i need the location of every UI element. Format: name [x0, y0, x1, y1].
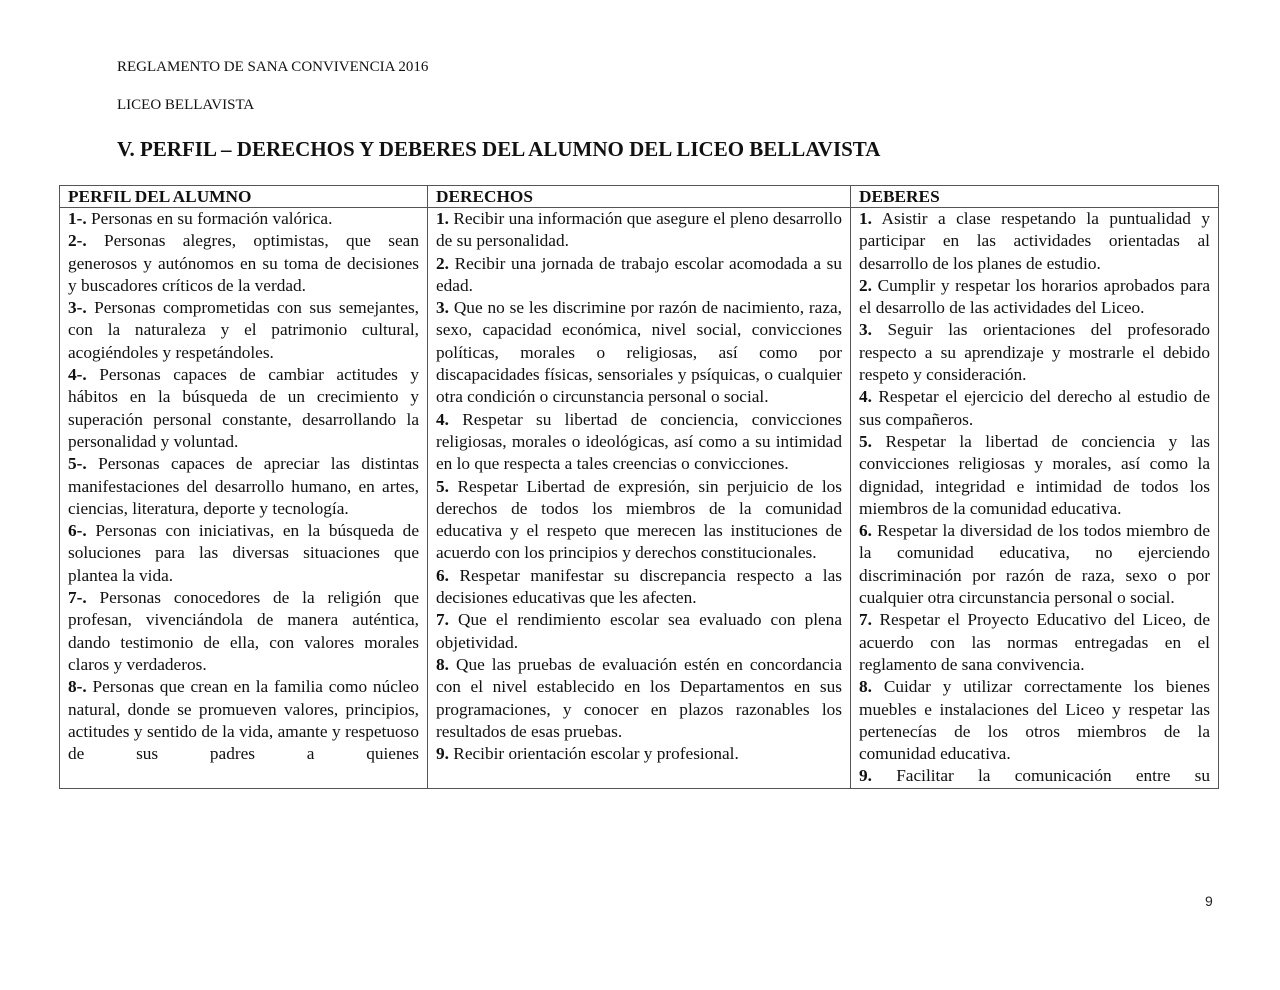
- item-number: 4.: [436, 409, 449, 429]
- item-text: Personas en su formación valórica.: [86, 209, 333, 228]
- item-number: 9.: [436, 744, 449, 764]
- table-row: [60, 208, 1219, 789]
- item-text: Seguir las orientaciones del profesorado respecto a su aprendizaje y mostrarle el debido respeto y consideración.: [859, 320, 1210, 385]
- item-text: Asistir a clase respetando la puntualidad y participar en las actividades orientadas al desarrollo de los planes de estudio.: [859, 209, 1210, 273]
- item-number: 3.: [436, 298, 449, 318]
- item-text: Cumplir y respetar los horarios aprobados para el desarrollo de las actividades del Liceo.: [859, 275, 1210, 318]
- item-number: 4.: [859, 387, 872, 407]
- document-header-title: REGLAMENTO DE SANA CONVIVENCIA 2016: [117, 59, 429, 75]
- item-text: Personas que crean en la familia como núcleo natural, donde se promueven valores, principios, actitudes y sentido de la vida, amante y respetuoso de sus padres a quienes: [68, 677, 419, 764]
- document-header-school: LICEO BELLAVISTA: [117, 97, 255, 113]
- item-number: 6-.: [68, 521, 87, 541]
- deber-item: [859, 319, 1210, 386]
- item-number: 5-.: [68, 454, 87, 474]
- profile-rights-duties-table: [59, 185, 1219, 789]
- item-text: Respetar la libertad de conciencia y las convicciones religiosas y morales, así como la dignidad, integridad e intimidad de todos los miembros de la comunidad educativa.: [859, 431, 1210, 518]
- deber-item: [859, 765, 1210, 787]
- item-number: 7-.: [68, 588, 87, 608]
- item-number: 8-.: [68, 677, 87, 697]
- item-text: Recibir orientación escolar y profesional.: [448, 744, 739, 764]
- item-number: 6.: [859, 521, 872, 541]
- item-text: Respetar el Proyecto Educativo del Liceo, de acuerdo con las normas entregadas en el reglamento de sana convivencia.: [859, 610, 1210, 674]
- column-header-perfil: PERFIL DEL ALUMNO: [60, 186, 428, 208]
- perfil-item: [68, 208, 419, 230]
- deber-item: [859, 275, 1210, 320]
- item-number: 2-.: [68, 231, 87, 251]
- perfil-item: [68, 453, 419, 520]
- perfil-item: [68, 230, 419, 297]
- item-text: Personas comprometidas con sus semejantes, con la naturaleza y el patrimonio cultural, acogiéndoles y respetándoles.: [68, 298, 419, 362]
- item-text: Personas capaces de apreciar las distintas manifestaciones del desarrollo humano, en artes, ciencias, literatura, deporte y tecnología.: [68, 454, 419, 518]
- item-text: Respetar manifestar su discrepancia respecto a las decisiones educativas que les afecten.: [436, 565, 842, 608]
- item-number: 7.: [436, 610, 449, 630]
- item-number: 1-.: [68, 209, 87, 228]
- derecho-item: [436, 654, 842, 743]
- item-text: Recibir una información que asegure el pleno desarrollo de su personalidad.: [436, 209, 842, 251]
- item-text: Personas capaces de cambiar actitudes y hábitos en la búsqueda de un crecimiento y superación personal constante, desarrollando la personalidad y voluntad.: [68, 365, 419, 451]
- item-text: Facilitar la comunicación entre su: [871, 766, 1210, 786]
- deber-item: [859, 386, 1210, 431]
- item-number: 5.: [859, 431, 872, 451]
- item-text: Respetar su libertad de conciencia, convicciones religiosas, morales o ideológicas, así como a su intimidad en lo que respecta a tales creencias o convicciones.: [436, 409, 842, 474]
- item-text: Personas alegres, optimistas, que sean generosos y autónomos en su toma de decisiones y buscadores críticos de la verdad.: [68, 231, 419, 295]
- item-number: 4-.: [68, 365, 87, 385]
- deber-item: [859, 676, 1210, 765]
- derecho-item: [436, 565, 842, 610]
- item-number: 7.: [859, 610, 872, 630]
- derecho-item: [436, 253, 842, 298]
- derecho-item: [436, 297, 842, 408]
- deber-item: [859, 208, 1210, 275]
- derecho-item: [436, 743, 842, 765]
- perfil-item: [68, 676, 419, 765]
- item-text: Personas con iniciativas, en la búsqueda de soluciones para las diversas situaciones que plantea la vida.: [68, 521, 419, 585]
- item-number: 9.: [859, 766, 872, 786]
- item-number: 5.: [436, 476, 449, 496]
- item-text: Que no se les discrimine por razón de nacimiento, raza, sexo, capacidad económica, nivel social, convicciones políticas, morales o religiosas, así como por discapacidades físicas, sensoriales y psíquicas, o cualquier otra condición o circunstancia personal o social.: [436, 298, 842, 407]
- item-text: Respetar la diversidad de los todos miembro de la comunidad educativa, no ejerciendo discriminación por razón de raza, sexo o por cualquier otra circunstancia personal o social.: [859, 521, 1210, 608]
- item-number: 8.: [436, 654, 449, 674]
- item-number: 1.: [436, 209, 449, 228]
- item-number: 2.: [436, 253, 449, 273]
- item-number: 8.: [859, 677, 872, 697]
- item-text: Cuidar y utilizar correctamente los bienes muebles e instalaciones del Liceo y respetar las pertenecías de los otros miembros de la comunidad educativa.: [859, 677, 1210, 764]
- page-number: 9: [1205, 893, 1213, 909]
- perfil-item: [68, 520, 419, 587]
- item-number: 3.: [859, 320, 872, 340]
- item-text: Personas conocedores de la religión que profesan, vivenciándola de manera auténtica, dando testimonio de ella, con valores morales claros y verdaderos.: [68, 588, 419, 674]
- item-number: 3-.: [68, 298, 87, 318]
- item-text: Respetar Libertad de expresión, sin perjuicio de los derechos de todos los miembros de la comunidad educativa y el respeto que merecen las instituciones de acuerdo con los principios y derechos constitucionales.: [436, 476, 842, 563]
- derecho-item: [436, 409, 842, 476]
- deber-item: [859, 520, 1210, 609]
- column-header-deberes: DEBERES: [851, 186, 1219, 208]
- deber-item: [859, 431, 1210, 520]
- perfil-cell: [60, 208, 428, 789]
- derecho-item: [436, 476, 842, 565]
- item-text: Respetar el ejercicio del derecho al estudio de sus compañeros.: [859, 387, 1210, 429]
- perfil-item: [68, 587, 419, 676]
- deberes-cell: [851, 208, 1219, 789]
- item-number: 1.: [859, 209, 872, 228]
- item-text: Recibir una jornada de trabajo escolar acomodada a su edad.: [436, 253, 842, 295]
- perfil-item: [68, 297, 419, 364]
- section-title: V. PERFIL – DERECHOS Y DEBERES DEL ALUMNO DEL LICEO BELLAVISTA: [117, 137, 881, 161]
- derechos-cell: [428, 208, 851, 789]
- column-header-derechos: DERECHOS: [428, 186, 851, 208]
- item-text: Que las pruebas de evaluación estén en concordancia con el nivel establecido en los Departamentos en sus programaciones, y conocer en plazos razonables los resultados de esas pruebas.: [436, 654, 842, 741]
- perfil-item: [68, 364, 419, 453]
- item-text: Que el rendimiento escolar sea evaluado con plena objetividad.: [436, 610, 842, 652]
- derecho-item: [436, 208, 842, 253]
- deber-item: [859, 609, 1210, 676]
- item-number: 6.: [436, 565, 449, 585]
- table-header-row: [60, 186, 1219, 208]
- derecho-item: [436, 609, 842, 654]
- item-number: 2.: [859, 275, 872, 295]
